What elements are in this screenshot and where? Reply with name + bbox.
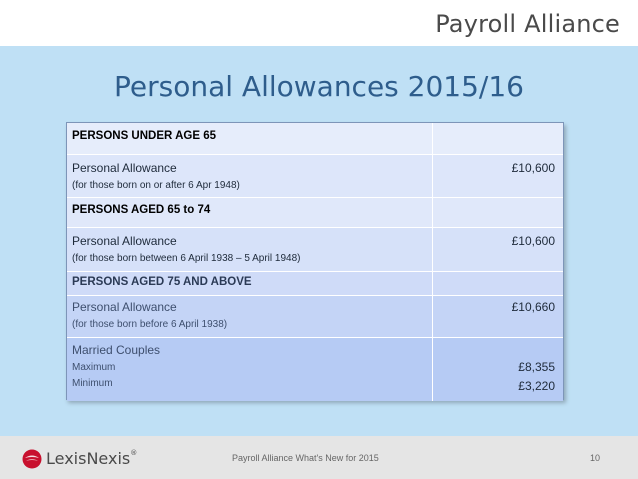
table-row xyxy=(67,228,563,272)
allowance-value: £3,220 xyxy=(518,379,555,393)
footer xyxy=(0,436,638,479)
row-sublabel: Minimum xyxy=(72,378,113,389)
table-cell xyxy=(67,296,433,337)
row-label: Personal Allowance xyxy=(72,234,177,248)
logo-text: LexisNexis® xyxy=(46,449,138,468)
table-row xyxy=(67,155,563,198)
table-cell xyxy=(67,338,433,401)
row-sublabel: (for those born before 6 April 1938) xyxy=(72,319,228,330)
row-sublabel: (for those born on or after 6 Apr 1948) xyxy=(72,180,240,191)
table-cell xyxy=(433,338,563,401)
row-label: Married Couples xyxy=(72,343,161,357)
allowance-table xyxy=(66,122,564,400)
brand-logo-text: Payroll Alliance xyxy=(435,10,620,38)
section-heading: PERSONS AGED 75 AND ABOVE xyxy=(72,276,252,288)
row-sublabel: (for those born between 6 April 1938 – 5 April 1948) xyxy=(72,253,301,264)
page-number: 10 xyxy=(590,453,601,463)
table-cell xyxy=(433,296,563,337)
table-cell xyxy=(433,198,563,227)
section-heading: PERSONS AGED 65 to 74 xyxy=(72,204,211,216)
table-cell xyxy=(433,228,563,271)
row-sublabel: Maximum xyxy=(72,362,116,373)
allowance-value: £10,600 xyxy=(511,161,555,175)
allowance-value: £8,355 xyxy=(518,360,555,374)
table-cell xyxy=(433,123,563,154)
table-cell xyxy=(67,198,433,227)
table-row xyxy=(67,123,563,155)
section-heading: PERSONS UNDER AGE 65 xyxy=(72,130,216,142)
allowance-value: £10,660 xyxy=(511,300,555,314)
table-cell xyxy=(433,272,563,295)
allowance-value: £10,600 xyxy=(511,234,555,248)
slide-body xyxy=(0,46,638,436)
table-row xyxy=(67,198,563,228)
table-cell xyxy=(67,123,433,154)
row-label: Personal Allowance xyxy=(72,161,177,175)
row-label: Personal Allowance xyxy=(72,300,177,314)
table-cell xyxy=(433,155,563,197)
table-cell xyxy=(67,272,433,295)
table-cell xyxy=(67,228,433,271)
table-row xyxy=(67,272,563,296)
table-row xyxy=(67,296,563,338)
table-cell xyxy=(67,155,433,197)
lexisnexis-logo-icon xyxy=(22,449,42,469)
footer-caption: Payroll Alliance What's New for 2015 xyxy=(232,453,379,463)
slide-title: Personal Allowances 2015/16 xyxy=(113,70,524,103)
top-bar xyxy=(0,0,638,46)
table-row xyxy=(67,338,563,401)
